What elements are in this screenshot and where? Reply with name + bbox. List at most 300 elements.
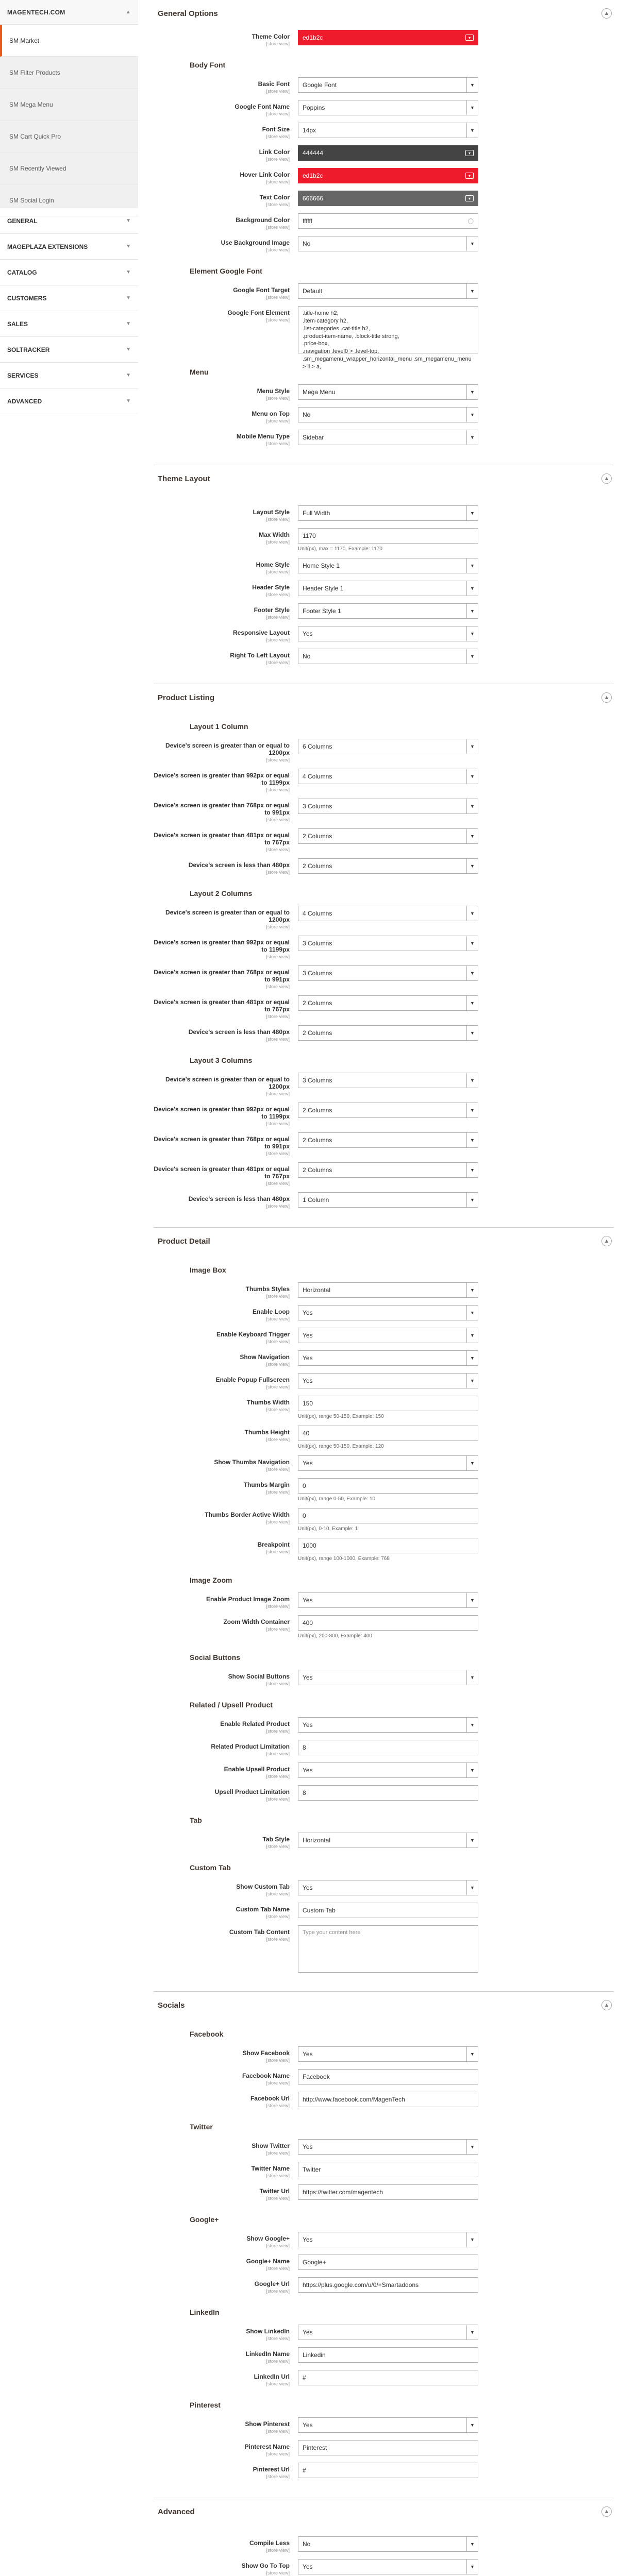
field-custom-tab-content <box>154 1922 614 1976</box>
field-label: Device's screen is greater than 768px or equal to 991px <box>154 1136 290 1150</box>
group-title-image-zoom: Image Zoom <box>190 1576 232 1584</box>
field-label: Pinterest Url <box>253 2466 290 2473</box>
text-color-input[interactable] <box>298 191 478 206</box>
rtl-layout-select[interactable] <box>298 649 478 664</box>
field-label: Layout Style <box>253 509 290 516</box>
scope-label: [store view] <box>266 317 290 323</box>
chevron-down-icon: ▼ <box>466 2325 478 2340</box>
header-style-select[interactable] <box>298 581 478 596</box>
field-twitter-3-input[interactable]: https://twitter.com/magentech <box>298 2184 478 2200</box>
sidebar-group-label: SERVICES <box>7 371 39 379</box>
color-value: ed1b2c <box>303 172 323 179</box>
chevron-down-icon: ▼ <box>466 2560 478 2574</box>
field-control <box>298 2559 478 2574</box>
field-label: Font Size <box>262 126 290 133</box>
theme-color-input[interactable] <box>298 30 478 45</box>
enable-zoom-select[interactable] <box>298 1592 478 1608</box>
field-columns-3-2-select[interactable] <box>298 1103 478 1118</box>
scope-label: [store view] <box>266 41 290 46</box>
field-label: Show Google+ <box>246 2235 290 2242</box>
group-title-facebook: Facebook <box>190 2030 224 2038</box>
field-columns-1-1-select[interactable] <box>298 739 478 754</box>
field-columns-1-4-select[interactable] <box>298 828 478 844</box>
sidebar-group-sales[interactable] <box>0 311 138 337</box>
field-custom-tab-name <box>154 1900 614 1922</box>
field-google-2 <box>154 2251 614 2274</box>
field-label: Device's screen is greater than 768px or equal to 991px <box>154 802 290 816</box>
field-control <box>298 2069 478 2084</box>
scope-label: [store view] <box>266 615 290 620</box>
sidebar-item-sm-filter-products[interactable]: SM Filter Products <box>0 57 138 89</box>
scope-label: [store view] <box>266 1437 290 1442</box>
chevron-down-icon: ▼ <box>466 966 478 980</box>
chevron-down-icon: ▼ <box>466 236 478 251</box>
select-value: No <box>303 411 311 418</box>
scope-label: [store view] <box>266 1681 290 1686</box>
field-tab-style <box>154 1829 614 1852</box>
field-columns-1-5-select[interactable] <box>298 858 478 874</box>
sidebar-item-sm-mega-menu[interactable]: SM Mega Menu <box>0 89 138 121</box>
field-facebook-2 <box>154 2066 614 2089</box>
field-columns-3-2 <box>154 1099 614 1129</box>
field-enable-zoom <box>154 1589 614 1612</box>
field-label-wrap <box>154 858 298 875</box>
field-show-thumbs-navigation <box>154 1452 614 1475</box>
field-label: Show LinkedIn <box>246 2328 290 2335</box>
sidebar-group-general[interactable] <box>0 208 138 234</box>
related-limit-input[interactable]: 8 <box>298 1740 478 1755</box>
field-google-1-select[interactable] <box>298 2232 478 2247</box>
color-picker-icon[interactable]: ▾ <box>465 35 474 41</box>
layout-style-select[interactable] <box>298 505 478 521</box>
collapse-icon[interactable]: ▲ <box>601 473 612 484</box>
field-show-navigation <box>154 1347 614 1370</box>
max-width-input[interactable]: 1170 <box>298 528 478 544</box>
scope-label: [store view] <box>266 89 290 94</box>
field-pinterest-2-input[interactable]: Pinterest <box>298 2440 478 2455</box>
field-hover-link-color <box>154 165 614 188</box>
menu-style-select[interactable] <box>298 384 478 400</box>
link-color-input[interactable] <box>298 145 478 161</box>
field-google-font-element <box>154 303 614 370</box>
collapse-icon[interactable]: ▲ <box>601 8 612 19</box>
field-label: Thumbs Height <box>244 1429 290 1436</box>
field-note: Unit(px), max = 1170, Example: 1170 <box>298 546 382 552</box>
field-label-wrap <box>154 2255 298 2271</box>
home-style-select[interactable] <box>298 558 478 573</box>
scope-label: [store view] <box>266 2058 290 2063</box>
field-label-wrap <box>154 2184 298 2201</box>
scope-label: [store view] <box>266 1294 290 1299</box>
enable-keyboard-select[interactable] <box>298 1328 478 1343</box>
field-facebook-3-input[interactable]: http://www.facebook.com/MagenTech <box>298 2092 478 2107</box>
scope-label: [store view] <box>266 1774 290 1779</box>
chevron-down-icon: ▼ <box>466 649 478 664</box>
field-label: Thumbs Styles <box>245 1285 290 1293</box>
scope-label: [store view] <box>266 1626 290 1632</box>
field-columns-3-1-select[interactable] <box>298 1073 478 1088</box>
chevron-down-icon: ▼ <box>466 739 478 754</box>
scope-label: [store view] <box>266 2289 290 2294</box>
scope-label: [store view] <box>266 418 290 423</box>
chevron-down-icon: ▼ <box>126 269 131 275</box>
field-control <box>298 2463 478 2478</box>
field-label: Compile Less <box>249 2539 290 2547</box>
field-label: Enable Loop <box>253 1308 290 1315</box>
use-bg-image-select[interactable] <box>298 236 478 251</box>
section-header[interactable] <box>154 0 614 27</box>
custom-tab-name-input[interactable]: Custom Tab <box>298 1903 478 1918</box>
scope-label: [store view] <box>266 157 290 162</box>
field-twitter-3 <box>154 2181 614 2204</box>
google-font-element-textarea[interactable]: .title-home h2, .item-category h2, .list-categories .cat-title h2, .product-item-name, .block-title strong, .price-box, .navigation .level0 > .level-top, .sm_megamenu_wrapper_horizontal_menu .sm_megamenu_menu > li > a, <box>298 306 478 353</box>
sidebar-group-soltracker[interactable] <box>0 337 138 363</box>
field-columns-3-4-select[interactable] <box>298 1162 478 1178</box>
field-home-style <box>154 555 614 578</box>
sidebar-group-customers[interactable] <box>0 285 138 311</box>
chevron-down-icon: ▼ <box>466 123 478 138</box>
field-columns-2-1-select[interactable] <box>298 906 478 921</box>
field-control <box>298 2232 478 2247</box>
field-control <box>298 906 478 921</box>
field-related-limit <box>154 1737 614 1759</box>
footer-style-select[interactable] <box>298 603 478 619</box>
hover-link-color-input[interactable] <box>298 168 478 183</box>
chevron-down-icon: ▼ <box>126 372 131 378</box>
field-label: Device's screen is greater than 481px or equal to 767px <box>154 1165 290 1180</box>
scope-label: [store view] <box>266 2080 290 2086</box>
basic-font-select[interactable] <box>298 77 478 93</box>
field-pinterest-3-input[interactable]: # <box>298 2463 478 2478</box>
field-control <box>298 799 478 814</box>
field-label: Device's screen is less than 480px <box>188 861 290 869</box>
field-label: Show Twitter <box>252 2142 290 2149</box>
field-label-wrap <box>154 1025 298 1042</box>
collapse-icon[interactable]: ▲ <box>601 1236 612 1246</box>
field-breakpoint <box>154 1535 614 1565</box>
field-label: Device's screen is greater than or equal to 1200px <box>165 909 290 923</box>
field-font-size <box>154 120 614 142</box>
field-label: Header Style <box>252 584 290 591</box>
section-header[interactable] <box>154 684 614 711</box>
upsell-limit-input[interactable]: 8 <box>298 1785 478 1801</box>
field-facebook-2-input[interactable]: Facebook <box>298 2069 478 2084</box>
color-picker-icon[interactable]: ◯ <box>467 218 474 224</box>
field-label: Home Style <box>256 561 290 568</box>
field-control <box>298 2162 478 2177</box>
field-label: Custom Tab Content <box>229 1928 290 1936</box>
sidebar-item-sm-market[interactable]: SM Market <box>0 25 138 57</box>
scope-label: [store view] <box>266 1797 290 1802</box>
field-twitter-1-select[interactable] <box>298 2139 478 2155</box>
section-product-detail <box>154 1228 614 1992</box>
field-control <box>298 2370 478 2385</box>
field-thumbs-width <box>154 1393 614 1422</box>
show-social-select[interactable] <box>298 1670 478 1685</box>
field-columns-1-3-select[interactable] <box>298 799 478 814</box>
chevron-down-icon: ▼ <box>466 1328 478 1343</box>
scope-label: [store view] <box>266 1384 290 1389</box>
sidebar-group-advanced[interactable] <box>0 388 138 414</box>
tab-style-select[interactable] <box>298 1833 478 1848</box>
chevron-down-icon: ▼ <box>466 829 478 843</box>
field-columns-3-5 <box>154 1189 614 1212</box>
chevron-down-icon: ▼ <box>126 347 131 352</box>
sidebar-group-mageplaza[interactable] <box>0 234 138 260</box>
thumbs-margin-input[interactable]: 0 <box>298 1478 478 1494</box>
collapse-icon[interactable]: ▲ <box>601 692 612 703</box>
sidebar-brand-tab[interactable] <box>0 0 138 25</box>
section-header[interactable] <box>154 465 614 492</box>
scope-label: [store view] <box>266 2359 290 2364</box>
select-value: 2 Columns <box>303 862 332 870</box>
enable-related-select[interactable] <box>298 1717 478 1733</box>
select-value: 1 Column <box>303 1196 329 1204</box>
select-value: Default <box>303 287 323 295</box>
select-value: 2 Columns <box>303 1137 332 1144</box>
scope-label: [store view] <box>266 134 290 139</box>
field-columns-2-5 <box>154 1022 614 1045</box>
group-title-image-box: Image Box <box>190 1266 226 1274</box>
thumbs-styles-select[interactable] <box>298 1282 478 1298</box>
select-value: Yes <box>303 1767 313 1774</box>
chevron-down-icon: ▼ <box>466 1026 478 1040</box>
field-label: Device's screen is greater than 768px or equal to 991px <box>154 969 290 983</box>
select-value: 3 Columns <box>303 803 332 810</box>
field-google-2-input[interactable]: Google+ <box>298 2255 478 2270</box>
sidebar-item-sm-cart-quick-pro[interactable]: SM Cart Quick Pro <box>0 121 138 152</box>
field-note: Unit(px), range 50-150, Example: 120 <box>298 1444 384 1449</box>
field-control <box>298 2440 478 2455</box>
section-title: Advanced <box>158 2507 195 2516</box>
chevron-down-icon: ▼ <box>466 2232 478 2247</box>
select-value: Yes <box>303 1674 313 1681</box>
select-value: 2 Columns <box>303 999 332 1007</box>
field-label: Show Thumbs Navigation <box>214 1459 290 1466</box>
group-title-pinterest: Pinterest <box>190 2401 221 2409</box>
color-picker-icon[interactable]: ▾ <box>465 150 474 156</box>
field-columns-3-3-select[interactable] <box>298 1132 478 1148</box>
field-label-wrap <box>154 2069 298 2086</box>
field-enable-popup-fullscreen <box>154 1370 614 1393</box>
section-product-listing <box>154 684 614 1228</box>
field-compile-less-select[interactable] <box>298 2536 478 2552</box>
field-label-wrap <box>154 2139 298 2156</box>
sidebar-item-sm-social-login[interactable]: SM Social Login <box>0 184 138 216</box>
group-title-twitter: Twitter <box>190 2123 213 2131</box>
field-note: Unit(px), range 50-150, Example: 150 <box>298 1414 384 1419</box>
collapse-icon[interactable]: ▲ <box>601 2506 612 2517</box>
field-label: Google Font Target <box>233 286 290 294</box>
mobile-menu-type-select[interactable] <box>298 430 478 445</box>
field-control <box>298 1103 478 1118</box>
field-google-3-input[interactable]: https://plus.google.com/u/0/+Smartaddons <box>298 2277 478 2293</box>
group-title-layout-3: Layout 3 Columns <box>190 1056 253 1064</box>
group-title-custom-tab: Custom Tab <box>190 1863 231 1872</box>
field-label: Right To Left Layout <box>230 652 290 659</box>
field-label-wrap <box>154 1162 298 1186</box>
field-facebook-3 <box>154 2089 614 2111</box>
select-value: Yes <box>303 2421 313 2429</box>
scope-label: [store view] <box>266 2336 290 2341</box>
select-value: Yes <box>303 1377 313 1384</box>
field-control <box>298 995 478 1011</box>
enable-upsell-select[interactable] <box>298 1762 478 1778</box>
field-columns-2-3-select[interactable] <box>298 965 478 981</box>
field-control <box>298 1132 478 1148</box>
sidebar-group-catalog[interactable] <box>0 260 138 285</box>
chevron-down-icon: ▼ <box>126 398 131 404</box>
background-color-input[interactable] <box>298 213 478 229</box>
show-navigation-select[interactable] <box>298 1350 478 1366</box>
font-size-select[interactable] <box>298 123 478 138</box>
field-label: Device's screen is greater than or equal to 1200px <box>165 742 290 756</box>
select-value: Header Style 1 <box>303 585 344 592</box>
field-label-wrap <box>154 2092 298 2108</box>
custom-tab-content-textarea[interactable]: Type your content here <box>298 1925 478 1973</box>
scope-label: [store view] <box>266 441 290 446</box>
field-twitter-2-input[interactable]: Twitter <box>298 2162 478 2177</box>
chevron-down-icon: ▼ <box>466 385 478 399</box>
field-label-wrap <box>154 2440 298 2456</box>
select-value: Poppins <box>303 104 325 111</box>
scope-label: [store view] <box>266 1091 290 1096</box>
collapse-icon[interactable]: ▲ <box>601 2000 612 2010</box>
field-control <box>298 936 478 951</box>
field-note: Unit(px), 0-10, Example: 1 <box>298 1526 358 1532</box>
color-value: 666666 <box>303 195 324 202</box>
color-picker-icon[interactable]: ▾ <box>465 195 474 201</box>
sidebar-group-label: CATALOG <box>7 268 37 276</box>
thumbs-width-input[interactable]: 150 <box>298 1396 478 1411</box>
section-title: Socials <box>158 2001 185 2010</box>
field-columns-2-4 <box>154 992 614 1022</box>
scope-label: [store view] <box>266 870 290 875</box>
sidebar-group-services[interactable] <box>0 363 138 388</box>
field-label: Link Color <box>259 148 290 156</box>
enable-popup-fullscreen-select[interactable] <box>298 1373 478 1388</box>
field-zoom-width <box>154 1612 614 1642</box>
scope-label: [store view] <box>266 1549 290 1554</box>
field-footer-style <box>154 600 614 623</box>
field-label-wrap <box>154 936 298 959</box>
field-columns-3-3 <box>154 1129 614 1159</box>
scope-label: [store view] <box>266 1604 290 1609</box>
field-label: Show Pinterest <box>245 2420 290 2428</box>
field-control <box>298 828 478 844</box>
chevron-down-icon: ▼ <box>466 1073 478 1088</box>
section-header[interactable] <box>154 2498 614 2525</box>
chevron-down-icon: ▼ <box>466 506 478 520</box>
section-header[interactable] <box>154 1992 614 2019</box>
thumbs-border-width-input[interactable]: 0 <box>298 1508 478 1523</box>
field-control <box>298 2046 478 2062</box>
field-label-wrap <box>154 2559 298 2575</box>
google-font-name-select[interactable] <box>298 100 478 115</box>
chevron-down-icon: ▼ <box>466 1283 478 1297</box>
field-max-width <box>154 525 614 555</box>
field-label: Hover Link Color <box>240 171 290 178</box>
field-show-go-to-top-select[interactable] <box>298 2559 478 2574</box>
field-linkedin-2 <box>154 2344 614 2367</box>
field-label: Twitter Name <box>251 2165 290 2172</box>
field-google-1 <box>154 2229 614 2251</box>
responsive-layout-select[interactable] <box>298 626 478 641</box>
show-custom-tab-select[interactable] <box>298 1880 478 1895</box>
field-columns-3-5-select[interactable] <box>298 1192 478 1208</box>
chevron-down-icon: ▼ <box>466 1880 478 1895</box>
chevron-down-icon: ▼ <box>466 1163 478 1177</box>
chevron-down-icon: ▼ <box>466 996 478 1010</box>
field-google-font-target <box>154 280 614 303</box>
select-value: 2 Columns <box>303 1107 332 1114</box>
select-value: Yes <box>303 1309 313 1316</box>
field-note: Unit(px), 200-800, Example: 400 <box>298 1633 372 1639</box>
scope-label: [store view] <box>266 2266 290 2271</box>
color-picker-icon[interactable]: ▾ <box>465 173 474 179</box>
field-linkedin-3-input[interactable]: # <box>298 2370 478 2385</box>
field-columns-2-5-select[interactable] <box>298 1025 478 1041</box>
field-label-wrap <box>154 828 298 852</box>
enable-loop-select[interactable] <box>298 1305 478 1320</box>
field-columns-2-4-select[interactable] <box>298 995 478 1011</box>
menu-on-top-select[interactable] <box>298 407 478 422</box>
field-label: Show Custom Tab <box>236 1883 290 1890</box>
chevron-down-icon: ▼ <box>466 2537 478 2551</box>
chevron-down-icon: ▼ <box>126 295 131 301</box>
config-main <box>154 0 614 2576</box>
chevron-down-icon: ▼ <box>466 1456 478 1470</box>
select-value: Yes <box>303 2236 313 2243</box>
section-title: Product Detail <box>158 1236 210 1246</box>
field-facebook-1-select[interactable] <box>298 2046 478 2062</box>
chevron-down-icon: ▼ <box>466 1593 478 1607</box>
zoom-width-input[interactable]: 400 <box>298 1615 478 1631</box>
chevron-down-icon: ▼ <box>466 284 478 298</box>
field-label: Menu on Top <box>252 410 290 417</box>
field-facebook-1 <box>154 2043 614 2066</box>
scope-label: [store view] <box>266 2173 290 2178</box>
field-thumbs-styles <box>154 1279 614 1302</box>
chevron-down-icon: ▼ <box>466 1374 478 1388</box>
scope-label: [store view] <box>266 179 290 184</box>
field-pinterest-1-select[interactable] <box>298 2417 478 2433</box>
select-value: 6 Columns <box>303 743 332 750</box>
chevron-down-icon: ▼ <box>466 1193 478 1207</box>
group-title-layout-2: Layout 2 Columns <box>190 889 253 897</box>
field-columns-2-2-select[interactable] <box>298 936 478 951</box>
field-label: Text Color <box>259 194 290 201</box>
google-font-target-select[interactable] <box>298 283 478 299</box>
field-linkedin-2-input[interactable]: Linkedin <box>298 2347 478 2363</box>
scope-label: [store view] <box>266 1937 290 1942</box>
field-label: Show Navigation <box>240 1353 290 1361</box>
field-pinterest-2 <box>154 2437 614 2460</box>
field-columns-1-2 <box>154 766 614 795</box>
sidebar-item-sm-recently-viewed[interactable]: SM Recently Viewed <box>0 152 138 184</box>
field-linkedin-1-select[interactable] <box>298 2325 478 2340</box>
section-header[interactable] <box>154 1228 614 1255</box>
breakpoint-input[interactable]: 1000 <box>298 1538 478 1553</box>
field-label: Enable Popup Fullscreen <box>215 1376 290 1383</box>
field-control <box>298 858 478 874</box>
show-thumbs-navigation-select[interactable] <box>298 1455 478 1471</box>
select-value: Yes <box>303 2143 313 2150</box>
field-columns-1-2-select[interactable] <box>298 769 478 784</box>
thumbs-height-input[interactable]: 40 <box>298 1426 478 1441</box>
field-label-wrap <box>154 2277 298 2294</box>
field-label-wrap <box>154 1192 298 1209</box>
